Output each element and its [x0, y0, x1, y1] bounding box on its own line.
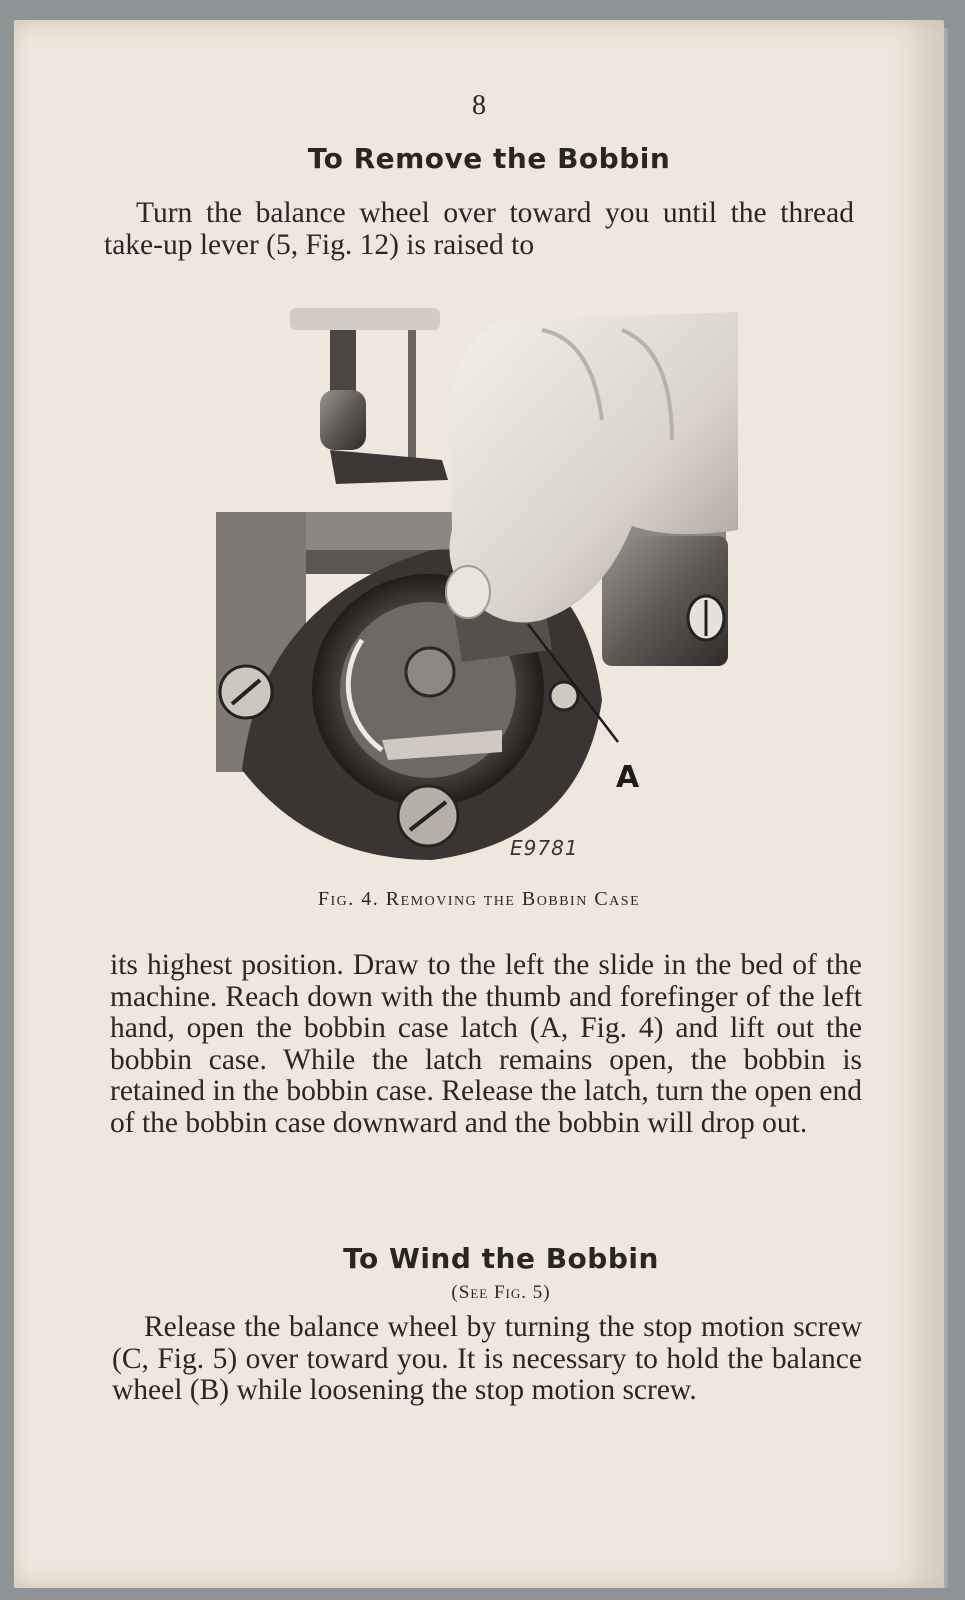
page-number: 8	[472, 90, 486, 121]
figure-code: E9781	[510, 836, 579, 860]
figure-callout-a: A	[616, 760, 640, 795]
paragraph-remove-bobbin-steps: its highest position. Draw to the left the slide in the bed of the machine. Reach down with the thumb and forefinger of the left hand, open the bobbin case latch (A, Fig. 4) and lift out the bobbin case. While the latch remains open, the bobbin is retained in the bobbin case. Release the latch, turn the open end of the bobbin case downward and the bobbin will drop out.	[110, 949, 862, 1139]
section-heading-remove-bobbin: To Remove the Bobbin	[307, 142, 671, 175]
figure-bobbin-case-photo	[202, 300, 742, 870]
section-heading-wind-bobbin: To Wind the Bobbin	[343, 1242, 659, 1275]
paragraph-remove-bobbin-intro: Turn the balance wheel over toward you until the thread take-up lever (5, Fig. 12) is raised to	[104, 197, 854, 261]
paragraph-wind-bobbin: Release the balance wheel by turning the stop motion screw (C, Fig. 5) over toward you. It is necessary to hold the balance wheel (B) while loosening the stop motion screw.	[112, 1311, 862, 1406]
manual-page	[14, 20, 944, 1588]
figure-caption: Fig. 4. Removing the Bobbin Case	[317, 888, 641, 910]
section-subheading-see-fig: (See Fig. 5)	[451, 1282, 551, 1303]
